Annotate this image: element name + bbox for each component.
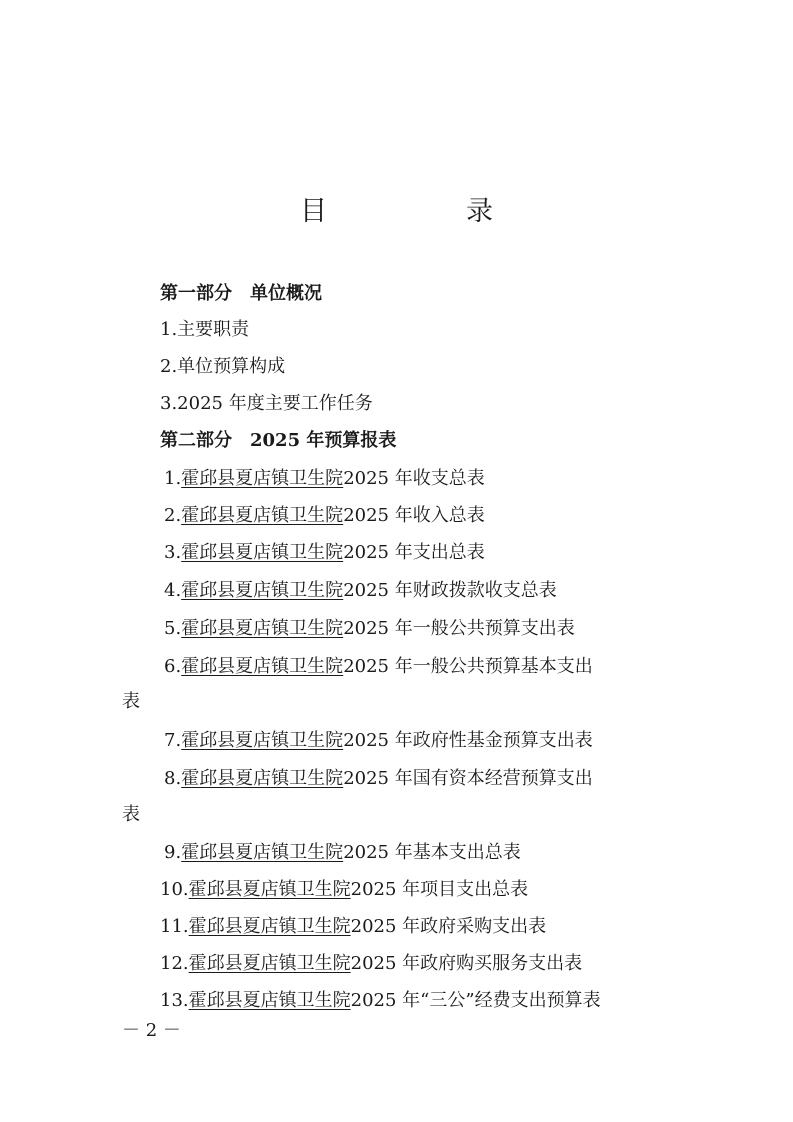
org-name-link[interactable]: 霍邱县夏店镇卫生院: [188, 916, 351, 937]
toc-item-title: 2025 年政府采购支出表: [350, 916, 547, 937]
toc-item-number: 5.: [164, 618, 182, 639]
page-number: － 2 －: [122, 1020, 181, 1041]
toc-item-number: 8.: [164, 768, 182, 789]
toc-item-report-4[interactable]: [164, 577, 793, 605]
org-name-link[interactable]: 霍邱县夏店镇卫生院: [181, 656, 344, 677]
toc-item-number: 7.: [164, 730, 182, 751]
toc-item-title: 2025 年支出总表: [343, 542, 485, 563]
org-name-link[interactable]: 霍邱县夏店镇卫生院: [188, 953, 351, 974]
toc-item-number: 1.: [164, 468, 182, 489]
org-name-link[interactable]: 霍邱县夏店镇卫生院: [181, 768, 344, 789]
toc-item-report-1[interactable]: [164, 465, 793, 493]
toc-item-number: 3.: [164, 542, 182, 563]
toc-item-title: 2025 年政府性基金预算支出表: [343, 730, 593, 751]
toc-item-budget-composition[interactable]: 2.单位预算构成: [160, 356, 286, 377]
org-name-link[interactable]: 霍邱县夏店镇卫生院: [181, 730, 344, 751]
toc-item-number: 4.: [164, 580, 182, 601]
toc-item-report-3[interactable]: [164, 539, 793, 567]
toc-item-number: 2.: [164, 505, 182, 526]
page-title: 目 录: [300, 196, 549, 227]
toc-item-number: 6.: [164, 656, 182, 677]
toc-item-number: 9.: [164, 842, 182, 863]
toc-item-title: 2025 年收入总表: [343, 505, 485, 526]
org-name-link[interactable]: 霍邱县夏店镇卫生院: [188, 879, 351, 900]
toc-item-number: 11.: [160, 916, 189, 937]
toc-item-number: 10.: [160, 879, 189, 900]
toc-item-report-10[interactable]: [160, 876, 793, 904]
org-name-link[interactable]: 霍邱县夏店镇卫生院: [181, 468, 344, 489]
toc-item-report-2[interactable]: [164, 502, 793, 530]
toc-item-wrap: 表: [122, 691, 140, 712]
toc-item-title: 2025 年基本支出总表: [343, 842, 521, 863]
org-name-link[interactable]: 霍邱县夏店镇卫生院: [181, 618, 344, 639]
toc-item-title: 2025 年国有资本经营预算支出: [343, 768, 593, 789]
toc-item-title: 2025 年项目支出总表: [350, 879, 529, 900]
toc-item-report-12[interactable]: [160, 950, 793, 978]
toc-item-title: 2025 年一般公共预算基本支出: [343, 656, 593, 677]
org-name-link[interactable]: 霍邱县夏店镇卫生院: [181, 542, 344, 563]
toc-item-title: 2025 年“三公”经费支出预算表: [350, 990, 601, 1011]
toc-item-wrap: 表: [122, 804, 140, 825]
org-name-link[interactable]: 霍邱县夏店镇卫生院: [188, 990, 351, 1011]
toc-item-report-6[interactable]: [164, 653, 793, 681]
org-name-link[interactable]: 霍邱县夏店镇卫生院: [181, 842, 344, 863]
part1-heading: 第一部分 单位概况: [160, 283, 322, 304]
toc-item-report-8[interactable]: [164, 765, 793, 793]
toc-item-title: 2025 年政府购买服务支出表: [350, 953, 583, 974]
toc-item-number: 13.: [160, 990, 189, 1011]
toc-item-title: 2025 年收支总表: [343, 468, 485, 489]
toc-item-duties[interactable]: 1.主要职责: [160, 319, 250, 340]
toc-item-report-11[interactable]: [160, 913, 793, 941]
org-name-link[interactable]: 霍邱县夏店镇卫生院: [181, 580, 344, 601]
toc-item-number: 12.: [160, 953, 189, 974]
toc-item-report-13[interactable]: [160, 987, 793, 1015]
toc-item-report-7[interactable]: [164, 727, 793, 755]
org-name-link[interactable]: 霍邱县夏店镇卫生院: [181, 505, 344, 526]
part2-heading: 第二部分 2025 年预算报表: [160, 430, 397, 451]
toc-item-annual-tasks[interactable]: 3.2025 年度主要工作任务: [160, 393, 373, 414]
toc-item-title: 2025 年财政拨款收支总表: [343, 580, 557, 601]
toc-item-report-5[interactable]: [164, 615, 793, 643]
toc-item-title: 2025 年一般公共预算支出表: [343, 618, 575, 639]
toc-item-report-9[interactable]: [164, 839, 793, 867]
